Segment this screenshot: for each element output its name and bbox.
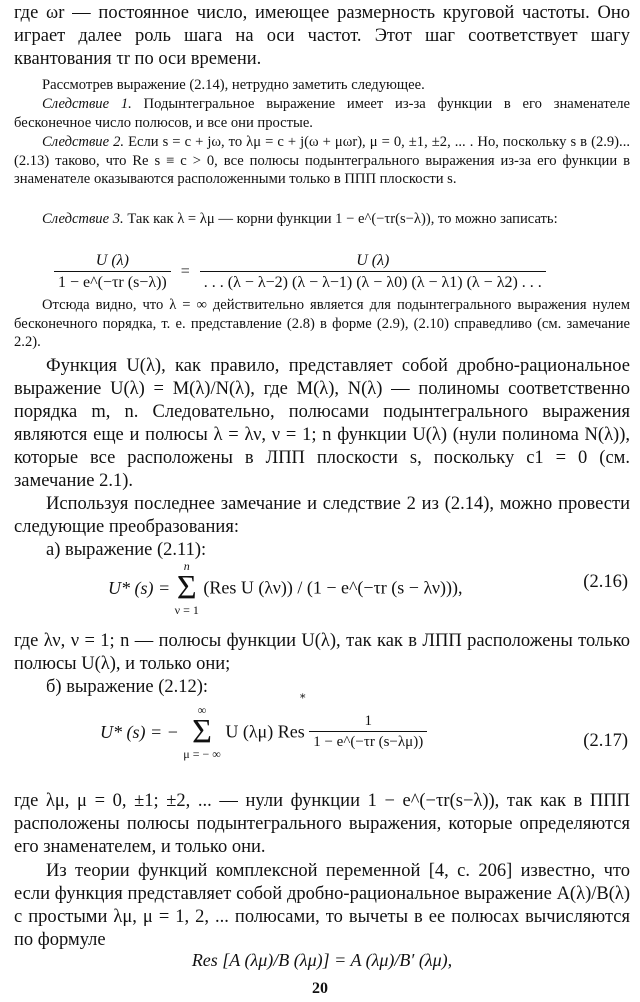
formula-2-17-frac-num: 1 <box>364 713 372 729</box>
item-b-text: б) выражение (2.12): <box>46 677 209 697</box>
equation-lhs-num: U (λ) <box>95 252 129 269</box>
formula-residue <box>14 950 630 971</box>
formula-2-16-sum-bottom: ν = 1 <box>174 603 199 617</box>
corollary-2-text: Если s = c + jω, то λμ = c + j(ω + μωr), μ = 0, ±1, ±2, ... . Но, поскольку s в (2.9)...(2.13) таково, что Re s ≡ c > 0, все полюсы подынтегрального выражения из-за его функции в знаменателе оказываются расположенными только в ППП плоскости s. <box>14 134 630 188</box>
corollary-3-label: Следствие 3. <box>42 211 124 227</box>
formula-2-17-sum-top: ∞ <box>197 703 207 717</box>
formula-2-17-number: (2.17) <box>583 731 628 751</box>
corollary-1 <box>14 95 630 132</box>
paragraph-consider-text: Рассмотрев выражение (2.14), нетрудно заметить следующее. <box>42 77 425 93</box>
equation-rhs-den: . . . (λ − λ−2) (λ − λ−1) (λ − λ0) (λ − λ1) (λ − λ2) . . . <box>200 271 546 292</box>
formula-2-17-body: U (λμ) Res <box>225 721 305 742</box>
paragraph-theory-text: Из теории функций комплексной переменной [4, с. 206] известно, что если функция представляет собой дробно-рациональное выражение A(λ)/B(λ) с простыми λμ, μ = 1, 2, ... полюсами, то вычеты в ее полюсах вычисляются по формуле <box>14 861 630 950</box>
paragraph-function-u <box>14 355 630 493</box>
paragraph-conclusion <box>14 296 630 352</box>
corollary-2 <box>14 133 630 189</box>
sigma-symbol: Σ <box>176 569 197 606</box>
corollary-2-label: Следствие 2. <box>42 134 125 150</box>
corollary-1-label: Следствие 1. <box>42 96 132 112</box>
paragraph-transformations-text: Используя последнее замечание и следствие 2 из (2.14), можно провести следующие преобразования: <box>14 494 630 537</box>
item-a <box>46 539 630 562</box>
formula-2-17-fraction <box>309 713 427 751</box>
equation-rhs-fraction <box>200 252 546 292</box>
paragraph-transformations <box>14 493 630 539</box>
corollary-1-text: Подынтегральное выражение имеет из-за функции в его знаменателе бесконечное число полюсов, и все они простые. <box>14 96 630 131</box>
paragraph-zeros <box>14 790 630 859</box>
paragraph-theory <box>14 860 630 952</box>
formula-2-16 <box>14 560 630 616</box>
corollary-3-text: Так как λ = λμ — корни функции 1 − e^(−τr(s−λ)), то можно записать: <box>127 211 558 227</box>
item-a-text: а) выражение (2.11): <box>46 540 207 560</box>
paragraph-poles-text: где λν, ν = 1; n — полюсы функции U(λ), так как в ЛПП расположены только полюсы U(λ), и только они; <box>14 631 630 674</box>
paragraph-conclusion-text: Отсюда видно, что λ = ∞ действительно является для подынтегрального выражения нулем бесконечного порядка, т. е. представление (2.8) в форме (2.9), (2.10) справедливо (см. замечание 2.2). <box>14 297 630 351</box>
equals-sign: = <box>180 262 190 280</box>
formula-2-17-frac-den: 1 − e^(−τr (s−λμ)) <box>309 731 427 751</box>
formula-residue-text: Res [A (λμ)/B (λμ)] = A (λμ)/B′ (λμ), <box>191 950 453 970</box>
sigma-symbol: Σ <box>192 713 212 750</box>
paragraph-intro <box>14 2 630 71</box>
item-b <box>46 676 630 699</box>
corollary-3 <box>14 210 630 229</box>
formula-2-17-lhs: U* (s) = − <box>100 721 179 742</box>
formula-2-16-sum-top: n <box>183 559 190 573</box>
formula-2-17 <box>14 704 630 760</box>
formula-2-16-body: (Res U (λν)) / (1 − e^(−τr (s − λν))), <box>203 577 463 598</box>
page-number: 20 <box>312 980 328 997</box>
paragraph-intro-text: где ωr — постоянное число, имеющее размерность круговой частоты. Оно играет далее роль шага на оси частот. Этот шаг соответствует шагу квантования τr по оси времени. <box>14 3 630 69</box>
equation-lhs-fraction <box>54 252 171 292</box>
paragraph-poles <box>14 630 630 676</box>
formula-2-16-number: (2.16) <box>583 572 628 592</box>
paragraph-zeros-text: где λμ, μ = 0, ±1; ±2, ... — нули функции 1 − e^(−τr(s−λ)), так как в ППП расположены полюсы подынтегрального выражения, которые определяются его знаменателем, и только они. <box>14 791 630 857</box>
equation-lhs-den: 1 − e^(−τr (s−λ)) <box>54 271 171 292</box>
paragraph-function-u-text: Функция U(λ), как правило, представляет собой дробно-рациональное выражение U(λ) = M(λ)/N(λ), где M(λ), N(λ) — полиномы соответственно порядка m, n. Следовательно, полюсами подынтегрального выражения являются еще и полюсы λ = λν, ν = 1; n функции U(λ) (нули полинома N(λ)), которые все расположены в ЛПП плоскости s, поскольку c1 = 0 (см. замечание 2.1). <box>14 356 630 491</box>
stray-mark: ⁎ <box>300 689 306 701</box>
equation-rhs-num: U (λ) <box>356 252 390 269</box>
equation-corollary-3 <box>14 252 630 292</box>
formula-2-17-sum-bottom: μ = − ∞ <box>183 747 221 761</box>
formula-2-17-sum <box>183 704 221 760</box>
formula-2-16-lhs: U* (s) = <box>108 577 171 598</box>
paragraph-consider <box>14 76 630 95</box>
formula-2-16-sum <box>175 560 199 616</box>
